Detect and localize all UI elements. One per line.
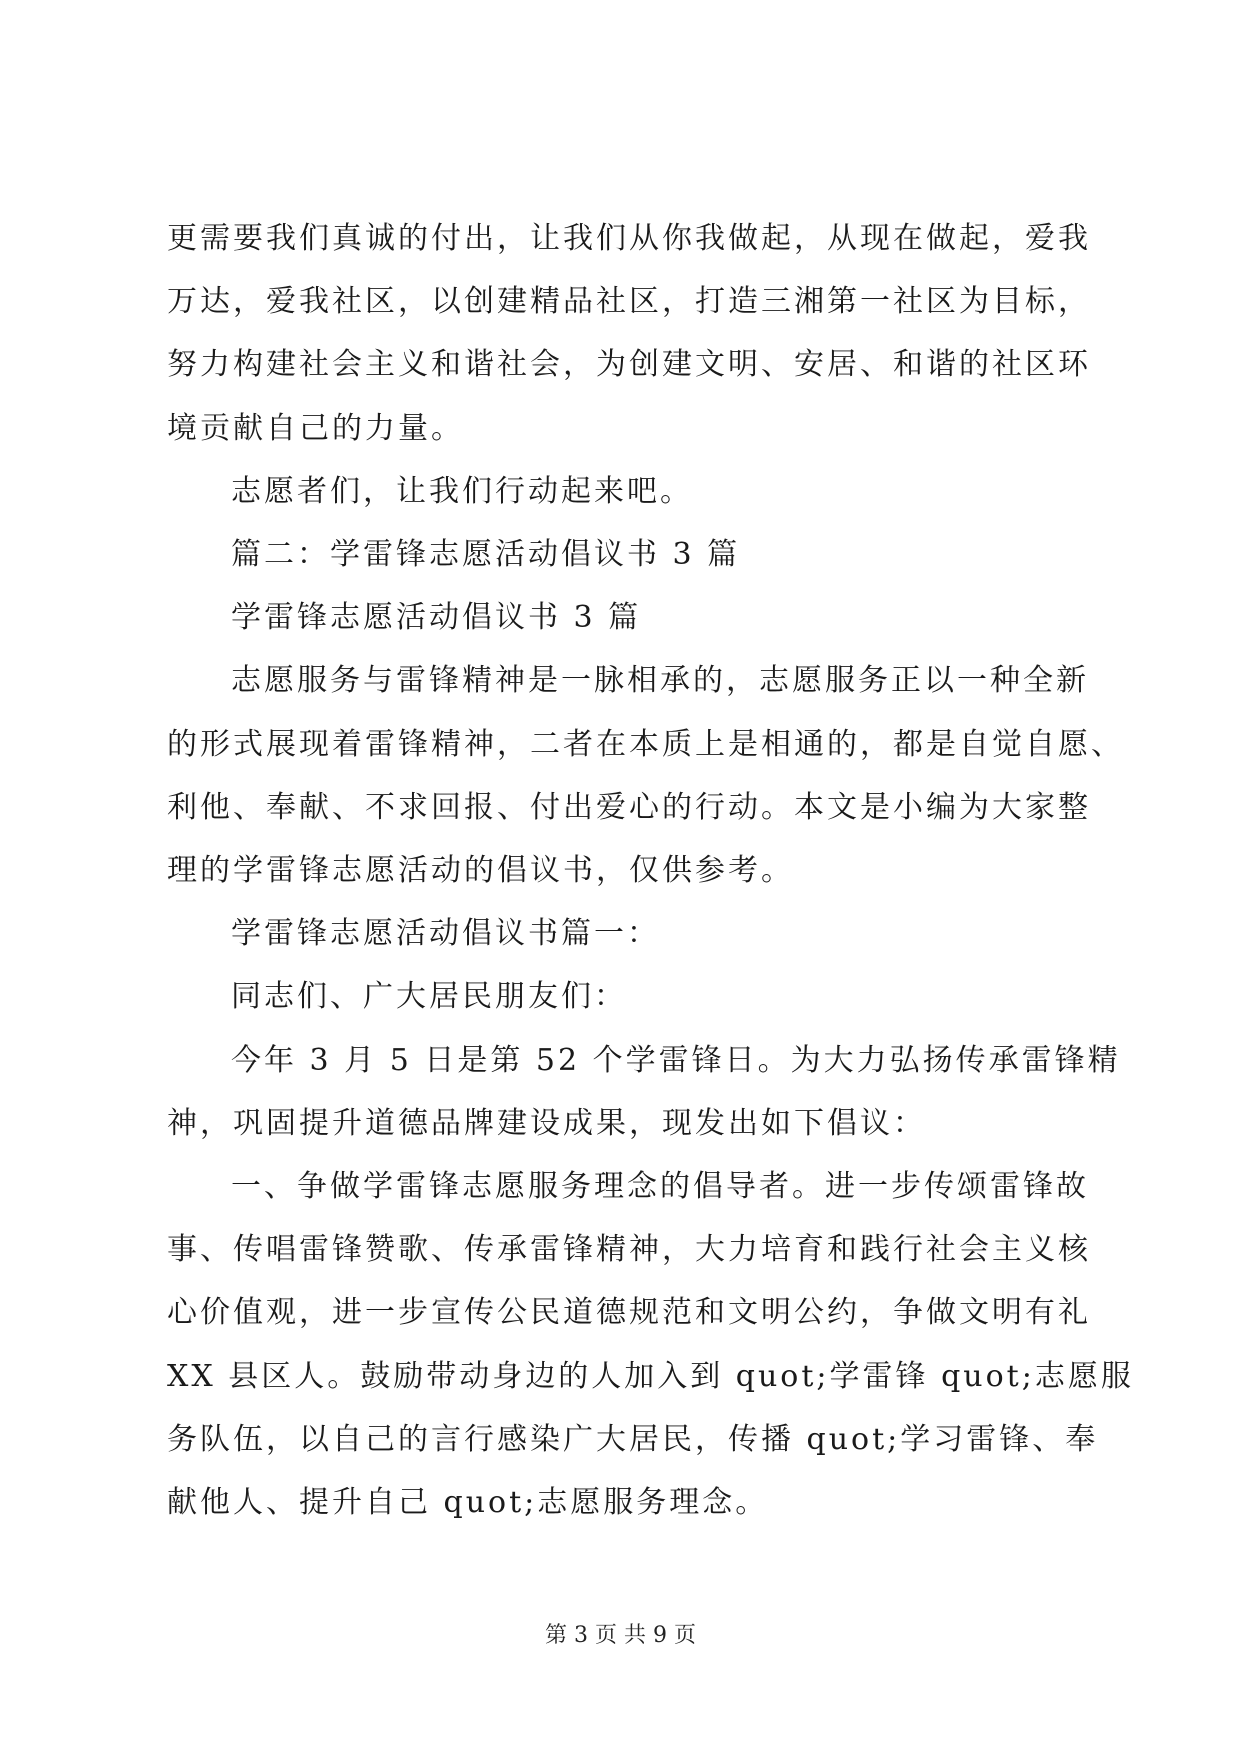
paragraph-start: 志愿者们，让我们行动起来吧。 bbox=[231, 473, 693, 509]
text-line: 利他、奉献、不求回报、付出爱心的行动。本文是小编为大家整 bbox=[167, 789, 1091, 825]
text-line: XX 县区人。鼓励带动身边的人加入到 quot;学雷锋 quot;志愿服 bbox=[167, 1358, 1134, 1394]
text-line: 神，巩固提升道德品牌建设成果，现发出如下倡议： bbox=[167, 1105, 926, 1141]
text-line: 努力构建社会主义和谐社会，为创建文明、安居、和谐的社区环 bbox=[167, 347, 1091, 383]
page-number-footer: 第 3 页 共 9 页 bbox=[545, 1623, 696, 1648]
paragraph-start: 今年 3 月 5 日是第 52 个学雷锋日。为大力弘扬传承雷锋精 bbox=[231, 1042, 1121, 1078]
document-title: 学雷锋志愿活动倡议书 3 篇 bbox=[231, 600, 642, 636]
paragraph-start: 志愿服务与雷锋精神是一脉相承的，志愿服务正以一种全新 bbox=[231, 663, 1089, 699]
text-line: 的形式展现着雷锋精神，二者在本质上是相通的，都是自觉自愿、 bbox=[167, 726, 1124, 762]
text-line: 务队伍，以自己的言行感染广大居民，传播 quot;学习雷锋、奉 bbox=[167, 1421, 1099, 1457]
text-line: 理的学雷锋志愿活动的倡议书，仅供参考。 bbox=[167, 853, 794, 889]
subsection-heading: 学雷锋志愿活动倡议书篇一： bbox=[231, 916, 660, 952]
text-line: 事、传唱雷锋赞歌、传承雷锋精神，大力培育和践行社会主义核 bbox=[167, 1232, 1091, 1268]
salutation: 同志们、广大居民朋友们： bbox=[231, 979, 627, 1015]
paragraph-start: 一、争做学雷锋志愿服务理念的倡导者。进一步传颂雷锋故 bbox=[231, 1169, 1089, 1205]
text-line: 献他人、提升自己 quot;志愿服务理念。 bbox=[167, 1485, 769, 1521]
text-line: 境贡献自己的力量。 bbox=[167, 410, 464, 446]
section-heading: 篇二：学雷锋志愿活动倡议书 3 篇 bbox=[231, 537, 741, 573]
text-line: 更需要我们真诚的付出，让我们从你我做起，从现在做起，爱我 bbox=[167, 221, 1091, 256]
document-body bbox=[167, 207, 1134, 1534]
text-line: 心价值观，进一步宣传公民道德规范和文明公约，争做文明有礼 bbox=[167, 1295, 1091, 1331]
text-line: 万达，爱我社区，以创建精品社区，打造三湘第一社区为目标， bbox=[167, 284, 1091, 320]
